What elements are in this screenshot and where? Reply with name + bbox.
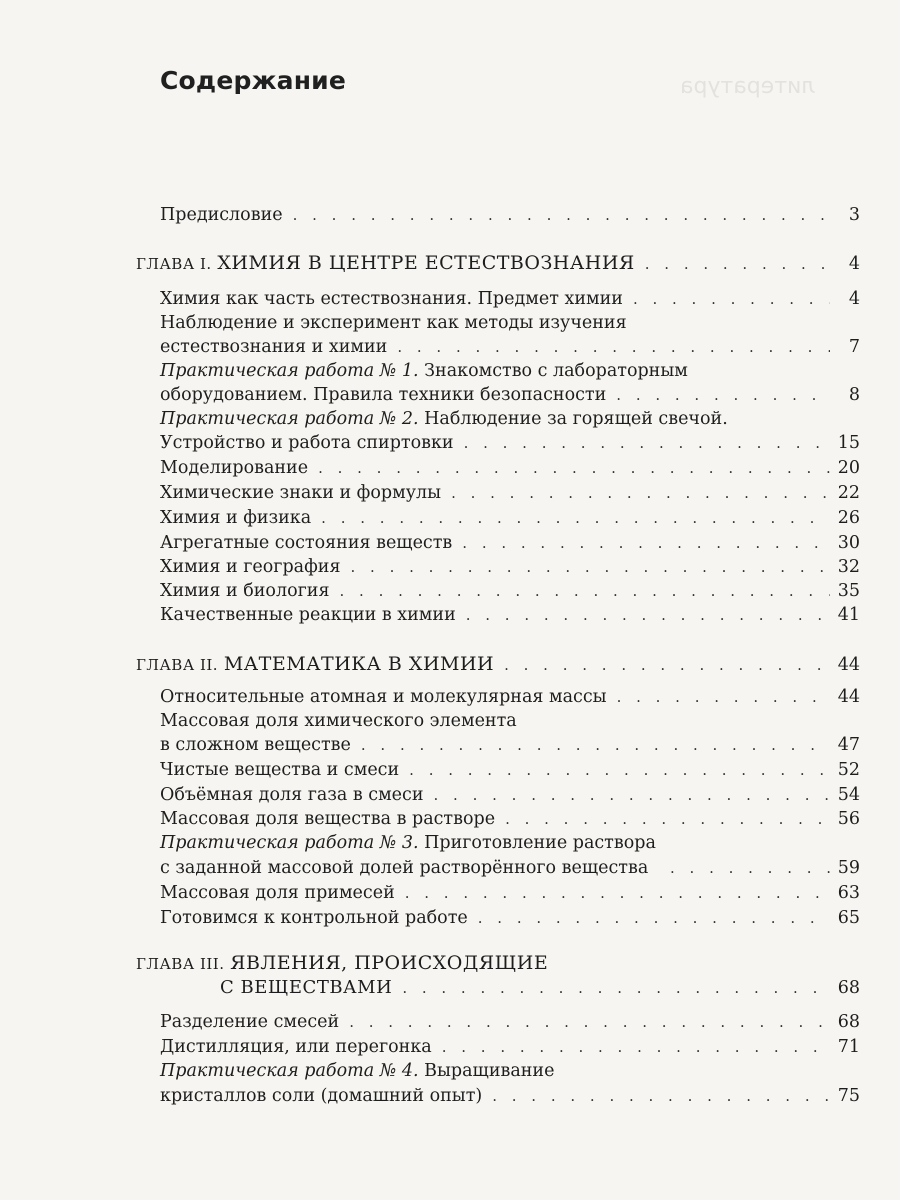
page-number: 8 — [848, 385, 860, 405]
toc-entry[interactable] — [160, 530, 860, 556]
dot-leader — [670, 855, 830, 881]
toc-entry-title: кристаллов соли (домашний опыт) — [160, 1086, 483, 1106]
chapter-label: ГЛАВА II. — [136, 656, 219, 674]
page-number: 26 — [837, 508, 860, 528]
toc-entry[interactable] — [160, 1083, 860, 1109]
chapter-2-heading[interactable] — [136, 651, 860, 677]
toc-entry[interactable] — [160, 334, 860, 360]
chapter-3-heading-line2[interactable] — [220, 975, 860, 1001]
toc-entry[interactable] — [160, 757, 860, 783]
toc-entry[interactable] — [160, 905, 860, 931]
dot-leader — [617, 684, 830, 710]
toc-entry-title: естествознания и химии — [160, 337, 388, 357]
dot-leader — [492, 1083, 829, 1109]
toc-entry-title: Качественные реакции в химии — [160, 605, 456, 625]
page-number: 44 — [837, 687, 860, 707]
dot-leader — [293, 202, 830, 228]
toc-entry[interactable] — [160, 880, 860, 906]
chapter-name: МАТЕМАТИКА В ХИМИИ — [223, 653, 495, 675]
chapter-name: С ВЕЩЕСТВАМИ — [220, 977, 393, 998]
dot-leader — [462, 530, 829, 556]
practical-work-label: Практическая работа № 1. — [160, 361, 419, 381]
toc-entry-title: Разделение смесей — [160, 1012, 340, 1032]
page-number: 75 — [837, 1086, 860, 1106]
practical-work-2[interactable] — [160, 406, 728, 432]
dot-leader — [442, 1034, 830, 1060]
page-number: 30 — [837, 533, 860, 553]
practical-work-title: Наблюдение за горящей свечой. — [418, 409, 728, 429]
toc-entry[interactable] — [160, 455, 860, 481]
practical-work-3[interactable] — [160, 830, 656, 856]
toc-entry-title: оборудованием. Правила техники безопасности — [160, 385, 607, 405]
toc-entry-title: Агрегатные состояния веществ — [160, 533, 453, 553]
dot-leader — [464, 430, 830, 456]
dot-leader — [504, 652, 830, 678]
toc-entry-title: Химия и биология — [160, 581, 330, 601]
toc-entry[interactable] — [160, 602, 860, 628]
page-number: 22 — [837, 483, 860, 503]
practical-work-4[interactable] — [160, 1058, 554, 1084]
toc-entry-title: Устройство и работа спиртовки — [160, 433, 454, 453]
dot-leader — [340, 578, 830, 604]
dot-leader — [645, 251, 830, 277]
chapter-3-heading[interactable] — [136, 950, 548, 976]
practical-work-label: Практическая работа № 3. — [160, 833, 419, 853]
page-number: 54 — [837, 785, 860, 805]
page-number: 4 — [848, 254, 860, 274]
page-number: 35 — [837, 581, 860, 601]
dot-leader — [505, 806, 830, 832]
bleed-through-text: литература — [680, 74, 816, 99]
toc-entry-title: Готовимся к контрольной работе — [160, 908, 468, 928]
dot-leader — [402, 975, 829, 1001]
toc-entry[interactable] — [160, 732, 860, 758]
page-number: 59 — [837, 858, 860, 878]
toc-entry[interactable] — [160, 1034, 860, 1060]
page-number: 44 — [837, 655, 860, 675]
dot-leader — [409, 757, 830, 783]
toc-entry-title: Объёмная доля газа в смеси — [160, 785, 424, 805]
practical-work-label: Практическая работа № 2. — [160, 409, 419, 429]
chapter-title — [136, 250, 635, 277]
page-number: 3 — [848, 205, 860, 225]
toc-entry[interactable] — [160, 782, 860, 808]
page-number: 15 — [837, 433, 860, 453]
toc-entry-line[interactable]: Наблюдение и эксперимент как методы изучения — [160, 313, 627, 333]
toc-entry[interactable] — [160, 806, 860, 832]
dot-leader — [318, 455, 830, 481]
dot-leader — [405, 880, 830, 906]
toc-entry[interactable] — [160, 578, 860, 604]
toc-entry[interactable] — [160, 554, 860, 580]
page-title: Содержание — [160, 66, 347, 95]
toc-entry-page[interactable] — [660, 855, 860, 881]
chapter-name: ЯВЛЕНИЯ, ПРОИСХОДЯЩИЕ — [230, 952, 549, 974]
toc-entry-title: Химические знаки и формулы — [160, 483, 442, 503]
chapter-label: ГЛАВА III. — [136, 955, 225, 973]
chapter-label: ГЛАВА I. — [136, 255, 212, 273]
practical-work-title: Приготовление раствора — [418, 833, 656, 853]
page-number: 52 — [837, 760, 860, 780]
toc-entry[interactable] — [160, 480, 860, 506]
practical-work-label: Практическая работа № 4. — [160, 1061, 419, 1081]
toc-entry-title: Химия и география — [160, 557, 341, 577]
toc-entry[interactable] — [160, 505, 860, 531]
page-number: 20 — [837, 458, 860, 478]
page-number: 32 — [837, 557, 860, 577]
toc-entry-title: Дистилляция, или перегонка — [160, 1037, 432, 1057]
dot-leader — [434, 782, 830, 808]
practical-work-title: Знакомство с лабораторным — [418, 361, 688, 381]
toc-entry-line[interactable]: Массовая доля химического элемента — [160, 711, 517, 731]
chapter-1-heading[interactable] — [136, 250, 860, 276]
practical-work-3-line2[interactable]: с заданной массовой долей растворённого вещества — [160, 858, 649, 878]
toc-entry-title: Химия и физика — [160, 508, 312, 528]
practical-work-1[interactable] — [160, 358, 688, 384]
toc-entry-title: в сложном веществе — [160, 735, 351, 755]
toc-entry-title: Массовая доля примесей — [160, 883, 395, 903]
dot-leader — [321, 505, 830, 531]
page-number: 4 — [848, 289, 860, 309]
page-number: 65 — [837, 908, 860, 928]
toc-entry-title: Моделирование — [160, 458, 309, 478]
dot-leader — [361, 732, 830, 758]
toc-entry[interactable] — [160, 286, 860, 312]
toc-entry[interactable] — [160, 684, 860, 710]
chapter-name: ХИМИЯ В ЦЕНТРЕ ЕСТЕСТВОЗНАНИЯ — [217, 252, 635, 274]
dot-leader — [466, 602, 830, 628]
toc-entry-title: Массовая доля вещества в растворе — [160, 809, 496, 829]
toc-entry[interactable] — [160, 382, 860, 408]
page-number: 68 — [837, 978, 860, 998]
toc-entry[interactable] — [160, 430, 860, 456]
page-number: 41 — [837, 605, 860, 625]
dot-leader — [397, 334, 830, 360]
page-number: 71 — [837, 1037, 860, 1057]
toc-entry-title: Относительные атомная и молекулярная массы — [160, 687, 607, 707]
toc-entry[interactable] — [160, 1009, 860, 1035]
dot-leader — [478, 905, 830, 931]
page-number: 7 — [848, 337, 860, 357]
toc-entry-title: Чистые вещества и смеси — [160, 760, 400, 780]
practical-work-title: Выращивание — [418, 1061, 555, 1081]
chapter-title — [136, 651, 494, 678]
page-number: 63 — [837, 883, 860, 903]
page-number: 68 — [837, 1012, 860, 1032]
dot-leader — [451, 480, 830, 506]
dot-leader — [616, 382, 830, 408]
dot-leader — [349, 1009, 830, 1035]
toc-entry-title: Химия как часть естествознания. Предмет химии — [160, 289, 623, 309]
page-number: 56 — [837, 809, 860, 829]
page-number: 47 — [837, 735, 860, 755]
toc-entry-title: Предисловие — [160, 205, 283, 225]
toc-entry-preface[interactable] — [160, 202, 860, 228]
dot-leader — [351, 554, 830, 580]
dot-leader — [633, 286, 830, 312]
